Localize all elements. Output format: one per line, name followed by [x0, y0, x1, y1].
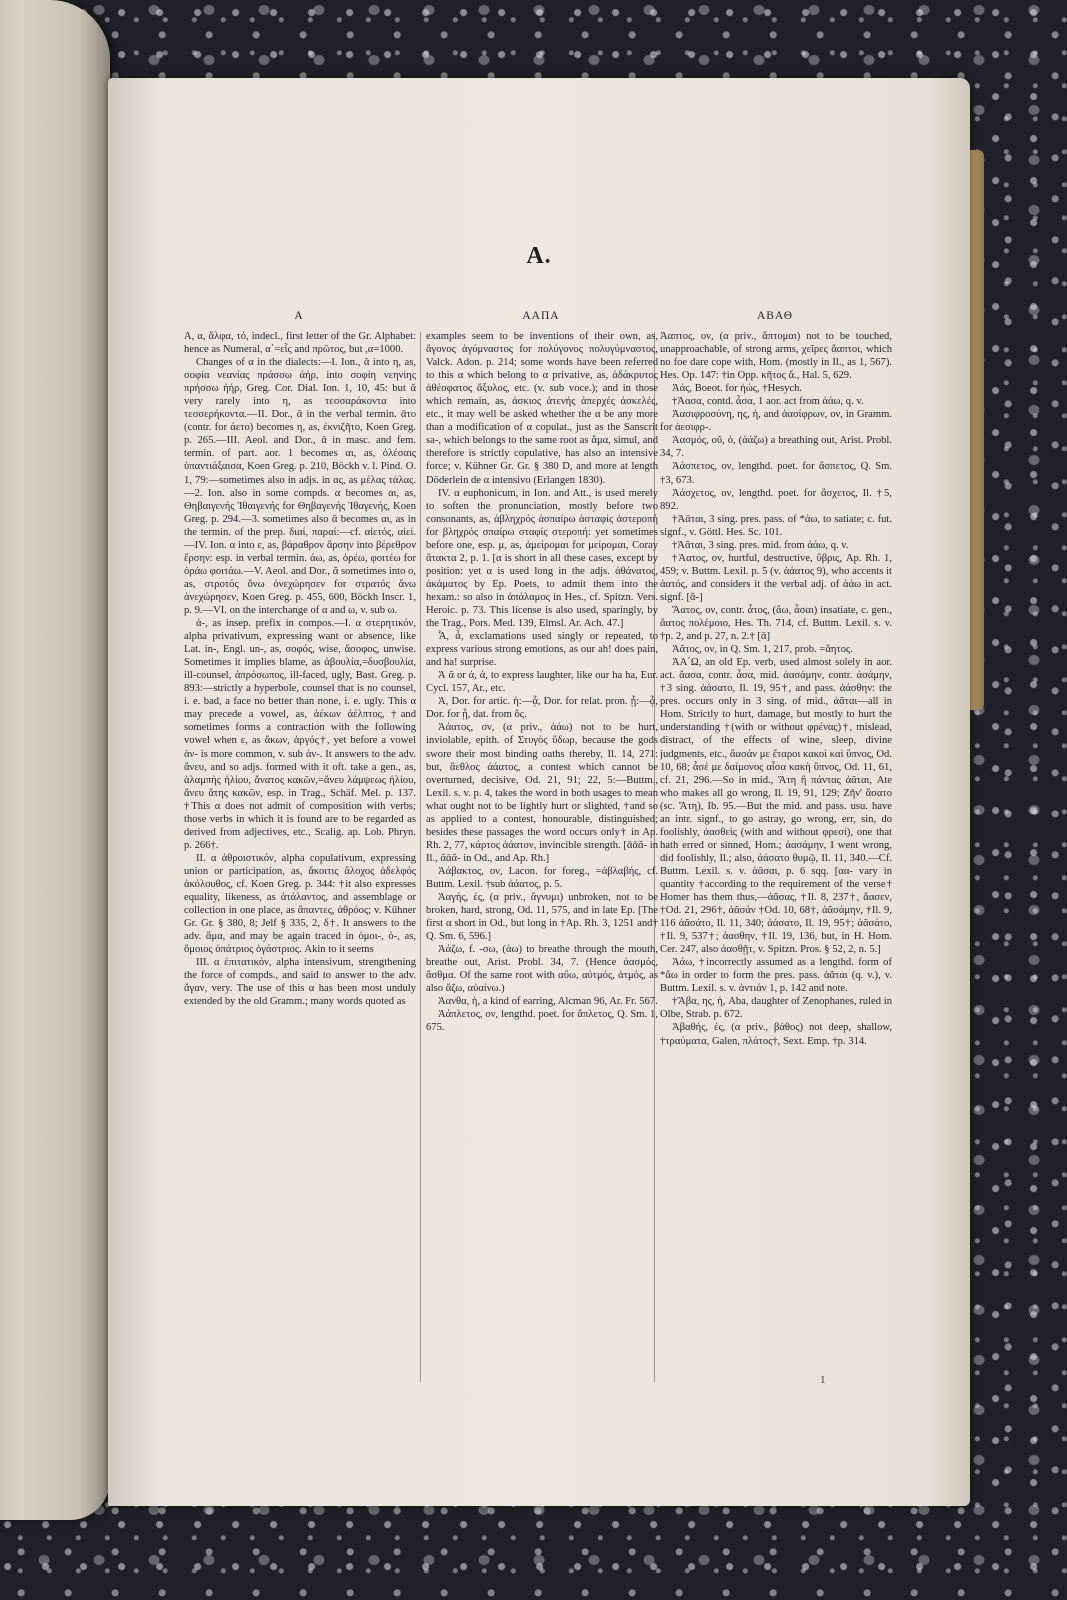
column-header-3: ΑΒΑΘ: [756, 310, 794, 322]
entry-paragraph: Changes of α in the dialects:—I. Ion., ᾱ into η, as, σοφία νεανίας πράσσω ἀήρ, into σοφίη νεηνίης πρήσσω ἠήρ, Greg. Cor. Dial. Ion. 1, 10, 45: but ᾰ very rarely into η, as τεσσαράκοντα into τεσσερήκοντα.—II. Dor., ᾱ in the verbal termin. ᾱτο (contr. for άετο) becomes η, as, ἐκνιζῆτο, Koen Greg. p. 265.—III. Aeol. and Dor., ᾱ in masc. and fem. termin. of part. aor. 1 becomes αι, as, ὀλέσαις ὑπαντιάξαισα, Koen Greg. p. 210, Böckh v. l. Pind. O. 1, 79:—sometimes also in adjs. in ας, as μέλας τάλας.—2. Ion. also in some compds. α becomes αι, as, Θηβαιγενής Ἰθαιγενής for Θηβαγενής Ἰθαγενής, Koen Greg. p. 294.—3. sometimes also ᾱ becomes αι, as in the termin. of the prep. διαί, παραί:—cf. αἰετός, αἰεί.—IV. Ion. α into ε, as, βάραθρον ἄρσην into βέρεθρον ἔρσην: esp. in verbal termin. άω, as, ὁρέω, φοιτέω for ὁράω φοιτάω.—V. Aeol. and Dor., ᾰ sometimes into ο, as, στροτός ὄνω ὀνεχώρησεν for στρατός ἄνω ἀνεχώρησεν, Koen Greg. p. 455, 600, Böckh Inscr. 1, p. 9.—VI. on the interchange of α and ω, v. sub ω.: [184, 357, 416, 616]
entry-paragraph: †Ἄβα, ης, ἡ, Aba, daughter of Zenophanes, ruled in Olbe, Strab. p. 672.: [660, 996, 892, 1021]
entry-paragraph: Ἄατος, ον, contr. ἆτος, (ἄω, ἆσαι) insatiate, c. gen., ἄατος πολέμοιο, Hes. Th. 714, cf. Buttm. Lexil. s. v. †p. 2, and p. 27, n. 2.† [ᾱ]: [660, 604, 892, 643]
entry-paragraph: Ἀασμός, οῦ, ὁ, (ἀάζω) a breathing out, Arist. Probl. 34, 7.: [660, 435, 892, 460]
entry-paragraph: †Ἀασα, contd. ἆσα, 1 aor. act from ἀάω, q. v.: [672, 396, 864, 408]
column-header-1: A: [294, 310, 304, 322]
page-number: 1: [820, 1374, 826, 1386]
text-column-1: [184, 330, 416, 1390]
page-stack-edge: [968, 150, 984, 710]
entry-paragraph: Ἀάπλετος, ον, lengthd. poet. for ἄπλετος, Q. Sm. 1, 675.: [426, 1009, 658, 1034]
entry-paragraph: Ἀάατος, ον, (α priv., ἀάω) not to be hurt, inviolable, epith. of Στυγὸς ὕδωρ, because the gods swore their most binding oaths thereby, Il. 14, 271: but, ἄεθλος ἀάατος, a contest which cannot be overturned, decisive, Od. 21, 91; 22, 5:—Buttm., Lexil. s. v. p. 4, takes the word in both usages to mean what ought not to be lightly hurt or slighted, †and so as applied to a contest, honourable, distinguished; besides these passages the word occurs only† in Ap. Rh. 2, 77, κάρτος ἀάατον, invincible strength. [ᾱᾱᾰ- in Il., ᾰᾱᾰ- in Od., and Ap. Rh.]: [426, 722, 658, 864]
entry-paragraph: III. α ἐπιτατικόν, alpha intensivum, strengthening the force of compds., and said to answer to the adv. ἄγαν, very. The use of this α has been most unduly extended by the old Gramm.; many words quoted as: [184, 957, 416, 1008]
section-letter-heading: A.: [526, 243, 552, 269]
entry-paragraph: Ἀᾶτος, ον, in Q. Sm. 1, 217, prob. =ἄητος.: [672, 644, 853, 656]
entry-paragraph: Ἀάβακτος, ον, Lacon. for foreg., =ἀβλαβής, cf. Buttm. Lexil. †sub ἀάατος, p. 5.: [426, 865, 658, 890]
entry-paragraph: Ἀβαθής, ές, (α priv., βάθος) not deep, shallow, †τραύματα, Galen, πλάτος†, Sext. Emp. †p. 314.: [660, 1022, 892, 1047]
entry-paragraph: Ἀάω, †incorrectly assumed as a lengthd. form of *ἄω in order to form the pres. pass. ἀᾶται (q. v.), v. Buttm. Lexil. s. v. ἀντιάν 1, p. 142 and note.: [660, 957, 892, 995]
entry-paragraph: Ἀασιφροσύνη, ης, ἡ, and ἀασίφρων, ον, in Gramm. for ἀεσιφρ-.: [660, 409, 892, 434]
entry-paragraph: Ἀανθα, ἡ, a kind of earring, Alcman 96, Ar. Fr. 567.: [438, 996, 658, 1008]
entry-paragraph: IV. α euphonicum, in Ion. and Att., is used merely to soften the pronunciation, mostly before two consonants, as, ἀβληχρός ἀσπαίρω ἀσταφίς ἀστεροπή for βληχρός σπαίρω σταφίς στεροπή: yet sometimes before one, esp. μ, as, ἀμείρομαι for μείρομαι, Coray ἄτακτα 2, p. 1. [α is short in all these cases, except by position: yet α is used long in the adjs. ἀθάνατος, ἀκάματος by Ep. Poets, to admit them into the hexam.: so also in ἀπάλαμος in Hes., cf. Spitzn. Vers. Heroic. p. 73. This license is also used, sparingly, by the Trag., Pors. Med. 139, Elmsl. Ar. Ach. 47.]: [426, 487, 658, 630]
entry-paragraph: Ἁ, Dor. for artic. ἡ:—ᾇ, Dor. for relat. pron. ᾗ:—ᾇ, Dor. for ᾗ, dat. from ὅς.: [426, 696, 658, 721]
column-divider: [420, 332, 421, 1382]
entry-paragraph: Ἀάσπετος, ον, lengthd. poet. for ἄσπετος, Q. Sm. †3, 673.: [660, 461, 892, 486]
entry-paragraph: †Ἀᾶται, 3 sing. pres. mid. from ἀάω, q. v.: [672, 539, 849, 551]
entry-paragraph: Ἀαπτος, ον, (α priv., ἅπτομαι) not to be touched, unapproachable, of strong arms, χεῖρες ἄαπτοι, which no foe dare cope with, Hom. (mostly in Il., as 1, 567). Hes. Op. 147: †in Opp. κῆτος ἄ., Hal. 5, 629.: [660, 331, 892, 382]
text-column-2: [426, 330, 658, 1390]
entry-paragraph: Ἀ ᾶ or ἀ, ἀ, to express laughter, like our ha ha, Eur. Cycl. 157, Ar., etc.: [426, 670, 658, 695]
entry-paragraph: Α, α, ἄλφα, τό, indecl., first letter of the Gr. Alphabet: hence as Numeral, α΄=εἷς and πρῶτος, but ,α=1000.: [184, 331, 416, 356]
text-column-3: [660, 330, 892, 1390]
entry-paragraph: examples seem to be inventions of their own, as, ἄγονος ἀγύμναστος for πολύγονος πολυγύμναστος, Valck. Adon. p. 214; some words have been referred to this α which belong to α privative, as, ἀδάκρυτος ἀθέσφατος ἄξυλος, etc. (v. sub voce.); and in those which remain, as, ἀσκιος ἀτενής ἀπερχές ἀσκελές, etc., it may well be asked whether the α be any more than a modification of α copulat., just as the Sanscrit sa-, which belongs to the same root as ἅμα, simul, and therefore is strictly copulative, has also an intensive force; v. Kühner Gr. Gr. § 380 D, and more at length Döderlein de α intensivo (Erlangen 1830).: [426, 331, 658, 486]
entry-paragraph: II. α ἀθροιστικόν, alpha copulativum, expressing union or participation, as, ἄκοιτις ἄλοχος ἀδελφός ἀκόλουθος, cf. Koen Greg. p. 344: †it also expresses equality, likeness, as ἀτάλαντος, and assemblage or collection in one place, as ἅπαντες, ἀθρόος; v. Kühner Gr. Gr. § 380, 8; Jelf § 335, 2, δ†. It answers to the adv. ἅμα, and may be again traced in ὁμοι-, ὁ-, as, ὅμοιος ὀπάτριος ὀγάστριος. Akin to it seems: [184, 852, 416, 956]
facing-page-edge: [0, 0, 110, 1520]
entry-paragraph: Ἀάς, Boeot. for ἠώς, †Hesych.: [672, 383, 803, 395]
entry-paragraph: Ἀαγής, ές, (α priv., ἄγνυμι) unbroken, not to be broken, hard, strong, Od. 11, 575, and in late Ep. [The first α short in Od., but long in †Ap. Rh. 3, 1251 and† Q. Sm. 6, 596.]: [426, 892, 658, 943]
entry-paragraph: ἀ-, as insep. prefix in compos.—I. α στερητικόν, alpha privativum, expressing want or absence, like Lat. in-, Engl. un-, as, σοφός, wise, ἄσοφος, unwise. Sometimes it implies blame, as ἀβουλία,=δυσβουλία, ill-counsel, ἀπρόσωπος, ill-faced, ugly, Bast. Greg. p. 893:—strictly a hyperbole, counsel that is no counsel, i. e. bad, a face no better than none, i. e. ugly. This α may precede a vowel, as, ἀέκων ἀέλπτος, †and sometimes forms a contraction with the following vowel when ε, as ἄκων, ἀργός†, yet before a vowel ἀν- is more common, v. sub ἀν-. It answers to the adv. ἄνευ, and so adjs. formed with it oft. take a gen., as, ἀλαμπὴς ἡλίου, ἄνατος κακῶν,=ἄνευ λάμψεως ἡλίου, ἄνευ ἄτης κακῶν, esp. in Trag., Schäf. Mel. p. 137. †This α does not admit of composition with verbs; those verbs in which it is found are to be regarded as derived from adjectives, etc., Scalig. ap. Lob. Phryn. p. 266†.: [184, 618, 416, 851]
entry-paragraph: Ἆ, ἆ, exclamations used singly or repeated, to express various strong emotions, as our ah! does pain, and ha! surprise.: [426, 631, 658, 669]
column-header-2: ΑΑΠΑ: [522, 310, 560, 322]
dictionary-page: [108, 78, 970, 1506]
entry-paragraph: ἈΑ΄Ω, an old Ep. verb, used almost solely in aor. act. ἄασα, contr. ἆσα, mid. ἀασάμην, contr. ἀσάμην, †3 sing. ἀάσατο, Il. 19, 95†, and pass. ἀάσθην: the pres. occurs only in 3 sing. of mid., ἀᾶται—all in Hom. Strictly to hurt, damage, but mostly to hurt the understanding †(with or without φρένας)†, mislead, distract, of the effects of wine, sleep, divine judgments, etc., ἄασάν με ἕταροι κακοὶ καὶ ὕπνος, Od. 10, 68; ἆσέ με δαίμονος αἶσα κακὴ ὕπνος, Od. 11, 61, cf. 21, 296.—So in mid., Ἄτη ἣ πάντας ἀᾶται, Ate who makes all go wrong, Il. 19, 91, 129; Ζῆν' ἄσατο (sc. Ἄτη), Ib. 95.—But the mid. and pass. usu. have an intr. signf., to go astray, go wrong, err, sin, do foolishly, ἀασθεὶς (with and without φρεσί), one that hath erred or sinned, Hom.; ἀασάμην, I went wrong, did foolishly, Il.; also, ἀάσατο θυμῷ, Il. 11, 340.—Cf. Buttm. Lexil. s. v. ἀᾶσαι, p. 6 sqq. [αα- vary in quantity †according to the requirement of the verse† Homer has them thus,—ἀᾶσας, †Il. 8, 237†, ἄασεν, †Od. 21, 296†, ἀᾶσάν †Od. 10, 68†, ἀᾶσάμην, †Il. 9, 116 ἀᾶσάτο, Il. 11, 340; ἀάσατο, Il. 19, 95†; ἀᾶσάτο, †Il. 9, 537†; ἀασθην, †Il. 19, 136, but, in H. Hom. Cer. 247, also ἀασθῇτ, v. Spitzn. Pros. § 52, 2, n. 5.]: [660, 657, 892, 956]
entry-paragraph: †Ἀατος, ον, hurtful, destructive, ὕβρις, Ap. Rh. 1, 459; v. Buttm. Lexil. p. 5 (v. ἀάατος 9), who accents it ἀατός, and considers it the verbal adj. of ἀάω in act. signf. [ᾰ-]: [660, 552, 892, 603]
entry-paragraph: Ἀάζω, f. -σω, (ἀω) to breathe through the mouth, breathe out, Arist. Probl. 34, 7. (Hence ἀασμός, ἄσθμα. Of the same root with αὔω, αὐτμός, ἀτμός, as also ἄζω, αὐαίνω.): [426, 944, 658, 995]
entry-paragraph: Ἀάσχετος, ον, lengthd. poet. for ἄσχετος, Il. †5, 892.: [660, 487, 892, 512]
entry-paragraph: †Ἀᾶται, 3 sing. pres. pass. of *ἀω, to satiate; c. fut. signf., v. Göttl. Hes. Sc. 101.: [660, 513, 892, 538]
